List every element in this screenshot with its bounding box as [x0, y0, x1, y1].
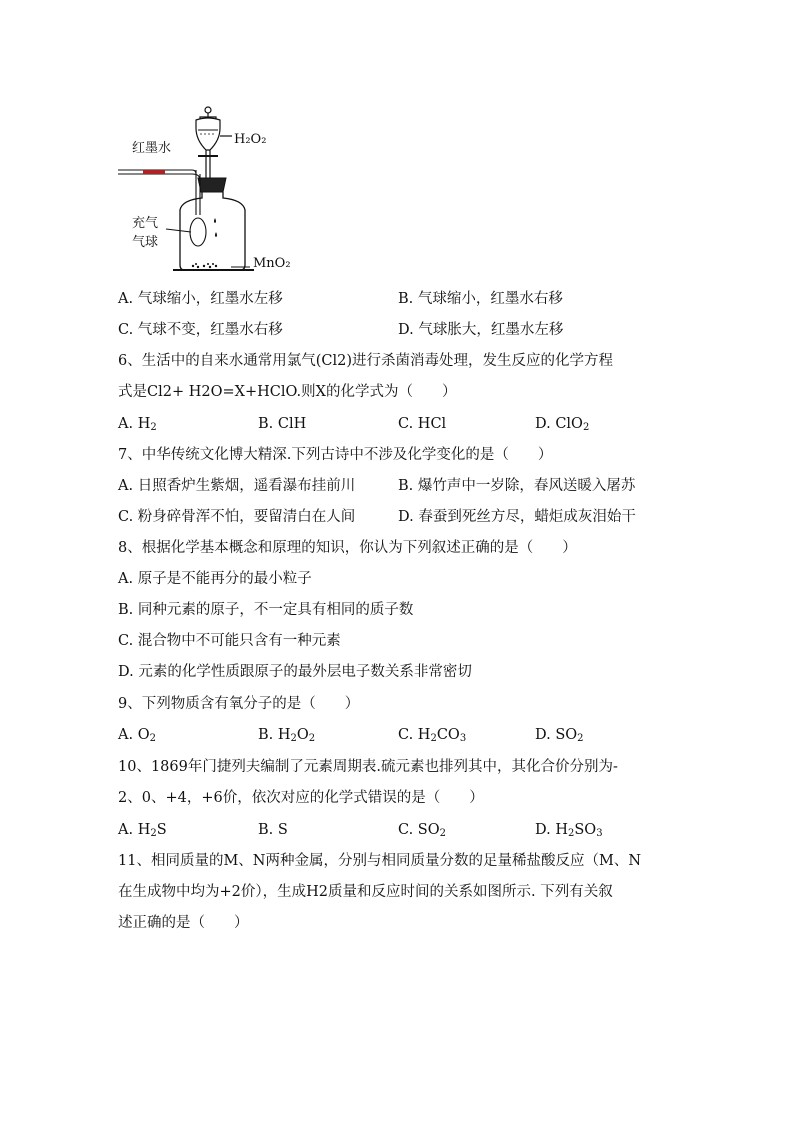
q6-option-c: C. HCl — [398, 416, 447, 432]
q9-option-b-text: B. H — [258, 727, 291, 743]
q10-option-d-text: D. H — [535, 822, 568, 838]
drop-1 — [214, 218, 216, 223]
q9-option-d — [535, 725, 584, 745]
red-ink-marker — [143, 170, 165, 174]
q9-option-c-mid: CO — [436, 727, 460, 743]
q11-stem-line1: 11、相同质量的M、N两种金属，分别与相同质量分数的足量稀盐酸反应（M、N — [118, 853, 642, 869]
label-h2o2: H₂O₂ — [234, 132, 267, 147]
q7-option-a: A. 日照香炉生紫烟，遥看瀑布挂前川 — [118, 478, 356, 494]
q9-option-c-sub1: 2 — [430, 733, 437, 744]
q5-option-b: B. 气球缩小，红墨水右移 — [398, 291, 563, 307]
q7-option-b: B. 爆竹声中一岁除，春风送暖入屠苏 — [398, 478, 636, 494]
q9-option-b-sub2: 2 — [308, 733, 316, 744]
q10-option-a-sub: 2 — [150, 828, 157, 839]
q8-option-d: D. 元素的化学性质跟原子的最外层电子数关系非常密切 — [118, 664, 472, 680]
q10-option-a-post: S — [156, 822, 167, 838]
q10-option-c-text: C. SO — [398, 822, 440, 838]
q10-option-d-sub1: 2 — [567, 828, 575, 839]
q9-option-a-sub: 2 — [149, 733, 156, 744]
q9-stem: 9、下列物质含有氧分子的是（ ） — [118, 696, 360, 712]
q9-option-d-sub: 2 — [577, 733, 584, 744]
apparatus-figure — [118, 100, 318, 280]
q6-option-a-sub: 2 — [150, 422, 157, 433]
q6-stem-line1: 6、生活中的自来水通常用氯气(Cl2)进行杀菌消毒处理，发生反应的化学方程 — [118, 353, 613, 369]
q10-option-c — [398, 820, 446, 840]
q10-option-a-text: A. H — [118, 822, 151, 838]
q6-stem-line2: 式是Cl2+ H2O=X+HClO.则X的化学式为（ ） — [118, 384, 457, 400]
q9-option-b — [258, 725, 315, 745]
q5-option-c: C. 气球不变，红墨水右移 — [118, 322, 283, 338]
q10-option-b: B. S — [258, 822, 288, 838]
q6-option-a — [118, 414, 157, 434]
q5-option-a: A. 气球缩小，红墨水左移 — [118, 291, 283, 307]
label-balloon-line2: 气球 — [132, 235, 159, 250]
q9-option-a — [118, 725, 156, 745]
q7-option-c: C. 粉身碎骨浑不怕，要留清白在人间 — [118, 509, 356, 525]
q6-option-d — [535, 414, 589, 434]
q9-option-c — [398, 725, 466, 745]
q11-stem-line3: 述正确的是（ ） — [118, 915, 249, 931]
q10-option-a — [118, 820, 167, 840]
q8-option-c: C. 混合物中不可能只含有一种元素 — [118, 633, 341, 649]
q9-option-a-text: A. O — [118, 727, 150, 743]
q10-stem-line1: 10、1869年门捷列夫编制了元素周期表.硫元素也排列其中，其化合价分别为- — [118, 759, 618, 775]
q10-option-d — [535, 820, 603, 840]
q6-option-a-text: A. H — [118, 416, 151, 432]
q8-option-b: B. 同种元素的原子，不一定具有相同的质子数 — [118, 602, 414, 618]
mno2-powder — [192, 263, 217, 268]
label-mno2: MnO₂ — [253, 256, 291, 271]
q10-stem-line2: 2、0、+4，+6价，依次对应的化学式错误的是（ ） — [118, 790, 484, 806]
q10-option-d-mid: SO — [574, 822, 597, 838]
drop-2 — [215, 232, 217, 237]
q8-option-a: A. 原子是不能再分的最小粒子 — [118, 571, 312, 587]
q9-option-c-sub2: 3 — [459, 733, 467, 744]
q5-option-d: D. 气球胀大，红墨水左移 — [398, 322, 564, 338]
q11-stem-line2: 在生成物中均为+2价），生成H2质量和反应时间的关系如图所示. 下列有关叙 — [118, 884, 613, 900]
q9-option-b-sub1: 2 — [290, 733, 297, 744]
rubber-stopper — [198, 178, 226, 192]
q7-stem: 7、中华传统文化博大精深.下列古诗中不涉及化学变化的是（ ） — [118, 447, 553, 463]
q9-option-d-text: D. SO — [535, 727, 578, 743]
label-red-ink: 红墨水 — [132, 141, 172, 156]
q6-option-d-sub: 2 — [582, 422, 590, 433]
q7-option-d: D. 春蚕到死丝方尽，蜡炬成灰泪始干 — [398, 509, 636, 525]
q6-option-b: B. ClH — [258, 416, 307, 432]
label-balloon-line1: 充气 — [132, 216, 159, 231]
q9-option-b-mid: O — [296, 727, 309, 743]
apparatus-diagram — [118, 100, 318, 280]
q6-option-d-text: D. ClO — [535, 416, 583, 432]
q8-stem: 8、根据化学基本概念和原理的知识，你认为下列叙述正确的是（ ） — [118, 540, 577, 556]
q10-option-c-sub: 2 — [439, 828, 446, 839]
q10-option-d-sub2: 3 — [596, 828, 603, 839]
q9-option-c-text: C. H — [398, 727, 431, 743]
